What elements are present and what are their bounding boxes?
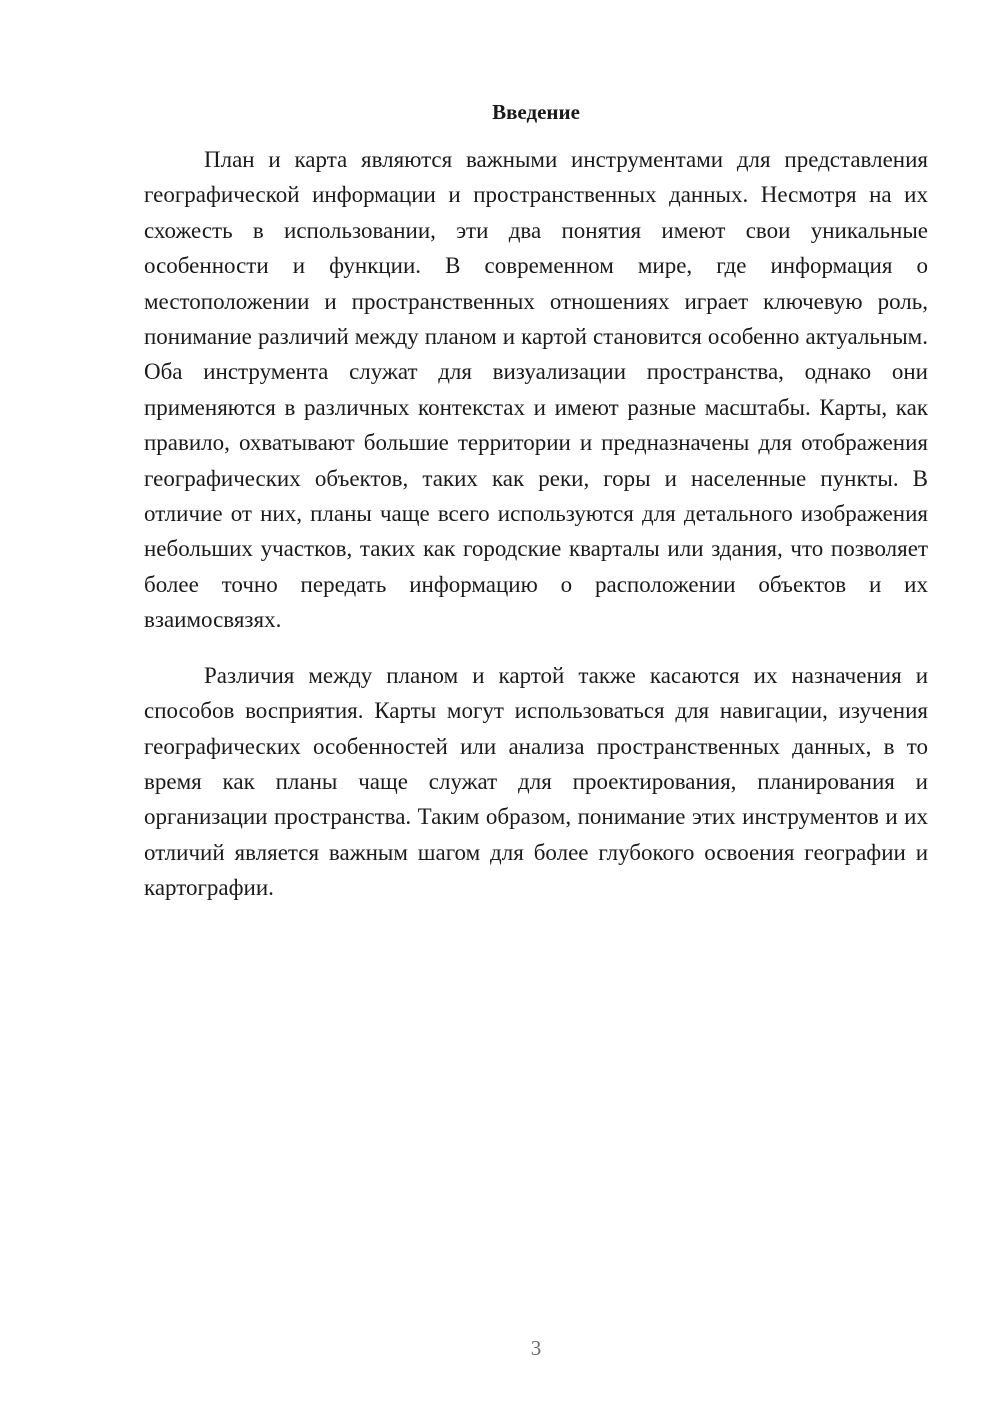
paragraph-1: План и карта являются важными инструментами для представления географической информации и пространственных данных. Несмотря на их схожесть в использовании, эти два понятия имеют свои уникальные особенности и функции. В современном мире, где информация о местоположении и пространственных отношениях играет ключевую роль, понимание различий между планом и картой становится особенно актуальным. Оба инструмента служат для визуализации пространства, однако они применяются в различных контекстах и имеют разные масштабы. Карты, как правило, охватывают большие территории и предназначены для отображения географических объектов, таких как реки, горы и населенные пункты. В отличие от них, планы чаще всего используются для детального изображения небольших участков, таких как городские кварталы или здания, что позволяет более точно передать информацию о расположении объектов и их взаимосвязях. [144, 147, 928, 633]
page-title: Введение [492, 100, 580, 124]
paragraph-2: Различия между планом и картой также касаются их назначения и способов восприятия. Карты могут использоваться для навигации, изучения географических особенностей или анализа пространственных данных, в то время как планы чаще служат для проектирования, планирования и организации пространства. Таким образом, понимание этих инструментов и их отличий является важным шагом для более глубокого освоения географии и картографии. [144, 662, 928, 901]
page-number: 3 [530, 1336, 542, 1360]
body-text [144, 142, 928, 906]
